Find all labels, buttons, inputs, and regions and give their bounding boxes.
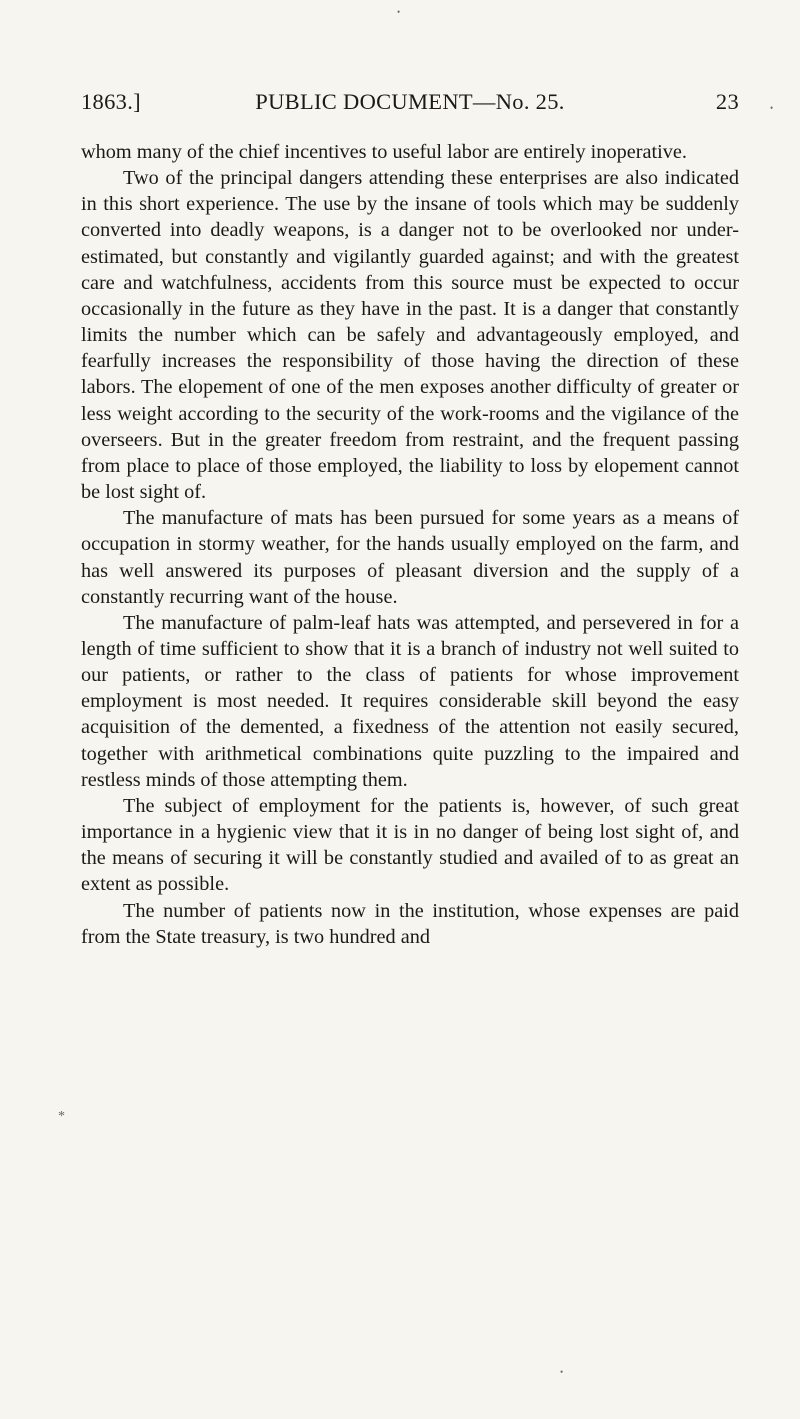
paragraph: The manufacture of palm-leaf hats was attempted, and persevered in for a length of time sufficient to show that it is a branch of industry not well suited to our patients, or rather to the class of patients for whose improvement employment is most needed. It requires considerable skill beyond the easy acquisition of the demented, a fixedness of the attention not easily secured, together with arithmetical combinations quite puzzling to the impaired and restless minds of those attempting them. — [81, 611, 739, 791]
header-title: PUBLIC DOCUMENT—No. 25. — [255, 89, 565, 114]
header-year: 1863.] — [81, 89, 141, 114]
paragraph: Two of the principal dangers attending these enterprises are also indicated in this short experience. The use by the insane of tools which may be suddenly converted into deadly weapons, is a danger not to be overlooked nor under-estimated, but constantly and vigilantly guarded against; and with the greatest care and watchfulness, accidents from this source must be expected to occur occasionally in the future as they have in the past. It is a danger that constantly limits the number which can be safely and advantageously employed, and fearfully increases the responsibility of those having the direction of these labors. The elopement of one of the men exposes another difficulty of greater or less weight according to the security of the work-rooms and the vigilance of the overseers. But in the greater freedom from restraint, and the frequent passing from place to place of those employed, the liability to loss by elopement cannot be lost sight of. — [81, 167, 739, 504]
page-number: 23 — [715, 89, 739, 114]
speck-mark: • — [560, 1367, 564, 1377]
body-text — [81, 139, 739, 950]
running-header — [81, 89, 739, 123]
paragraph-continued: whom many of the chief incentives to useful labor are entirely inoperative. — [81, 141, 687, 163]
speck-mark: • — [397, 7, 401, 17]
paragraph: The number of patients now in the institution, whose expenses are paid from the State treasury, is two hundred and — [81, 899, 739, 948]
speck-mark: • — [770, 103, 774, 113]
speck-mark: * — [58, 1109, 65, 1124]
paragraph: The manufacture of mats has been pursued for some years as a means of occupation in stormy weather, for the hands usually employed on the farm, and has well answered its purposes of pleasant diversion and the supply of a constantly recurring want of the house. — [81, 507, 739, 608]
paragraph: The subject of employment for the patients is, however, of such great importance in a hygienic view that it is in no danger of being lost sight of, and the means of securing it will be constantly studied and availed of to as great an extent as possible. — [81, 794, 739, 896]
